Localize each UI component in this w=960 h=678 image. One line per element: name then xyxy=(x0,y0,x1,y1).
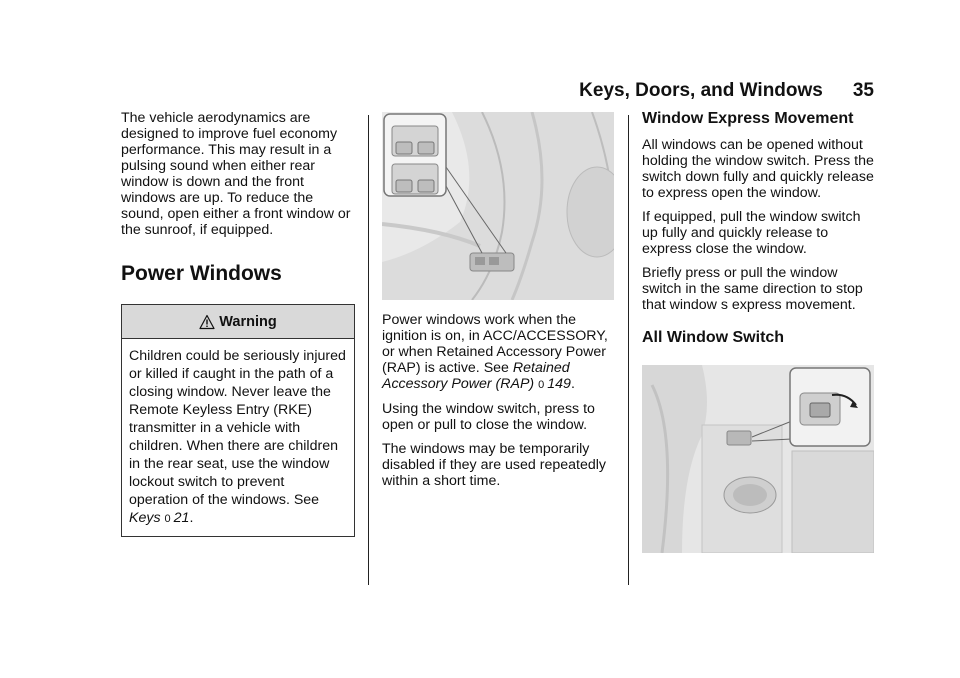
warning-end: . xyxy=(189,510,194,526)
switch-usage-paragraph: Using the window switch, press to open or pull to close the window. xyxy=(382,401,595,433)
express-close-paragraph: If equipped, pull the window switch up fully and quickly release to express close the window. xyxy=(642,209,861,257)
rap-end: . xyxy=(570,376,575,392)
warning-header xyxy=(122,305,354,339)
warning-box xyxy=(121,304,355,537)
warning-body xyxy=(122,339,354,536)
column-1 xyxy=(121,110,356,537)
express-open-paragraph: All windows can be opened without holding the window switch. Press the switch down fully and quickly release to express open the window. xyxy=(642,137,874,201)
column-2 xyxy=(382,112,617,497)
column-divider xyxy=(368,115,369,585)
keys-link[interactable]: Keys xyxy=(129,510,161,526)
disabled-paragraph: The windows may be temporarily disabled if they are used repeatedly within a short time. xyxy=(382,441,606,489)
page-header xyxy=(579,80,874,102)
power-windows-text: Power windows work when the ignition is on, in ACC/ACCESSORY, or when Retained Accessory Power (RAP) is active. See xyxy=(382,312,608,376)
warning-title: Warning xyxy=(219,313,277,330)
express-movement-heading: Window Express Movement xyxy=(642,110,854,127)
keys-page-ref[interactable]: 21 xyxy=(173,510,190,526)
warning-text: Children could be seriously injured or killed if caught in the path of a closing window. Never leave the Remote Keyless Entry (RKE) transmitter in a vehicle with children. When there are children in the rear seat, use the window lockout switch to prevent operation of the windows. See xyxy=(129,348,346,508)
express-stop-paragraph: Briefly press or pull the window switch in the same direction to stop that window s express movement. xyxy=(642,265,863,313)
section-title: Power Windows xyxy=(121,262,282,285)
all-window-switch-heading: All Window Switch xyxy=(642,329,785,346)
page-ref-arrow: 0 xyxy=(538,379,545,391)
all-window-switch-illustration xyxy=(642,365,874,553)
section-name: Keys, Doors, and Windows xyxy=(579,80,823,101)
warning-icon xyxy=(199,314,215,330)
column-divider xyxy=(628,115,629,585)
column-3 xyxy=(642,110,878,553)
rap-page-ref[interactable]: 149 xyxy=(547,376,571,392)
page-ref-arrow: 0 xyxy=(164,513,171,525)
rap-link[interactable]: Retained Accessory Power (RAP) xyxy=(382,360,570,392)
power-window-switch-illustration xyxy=(382,112,614,300)
page-number: 35 xyxy=(852,80,874,101)
intro-paragraph: The vehicle aerodynamics are designed to improve fuel economy performance. This may result in a pulsing sound when either rear window is down and the front windows are up. To reduce the sound, open either a front window or the sunroof, if equipped. xyxy=(121,110,351,238)
